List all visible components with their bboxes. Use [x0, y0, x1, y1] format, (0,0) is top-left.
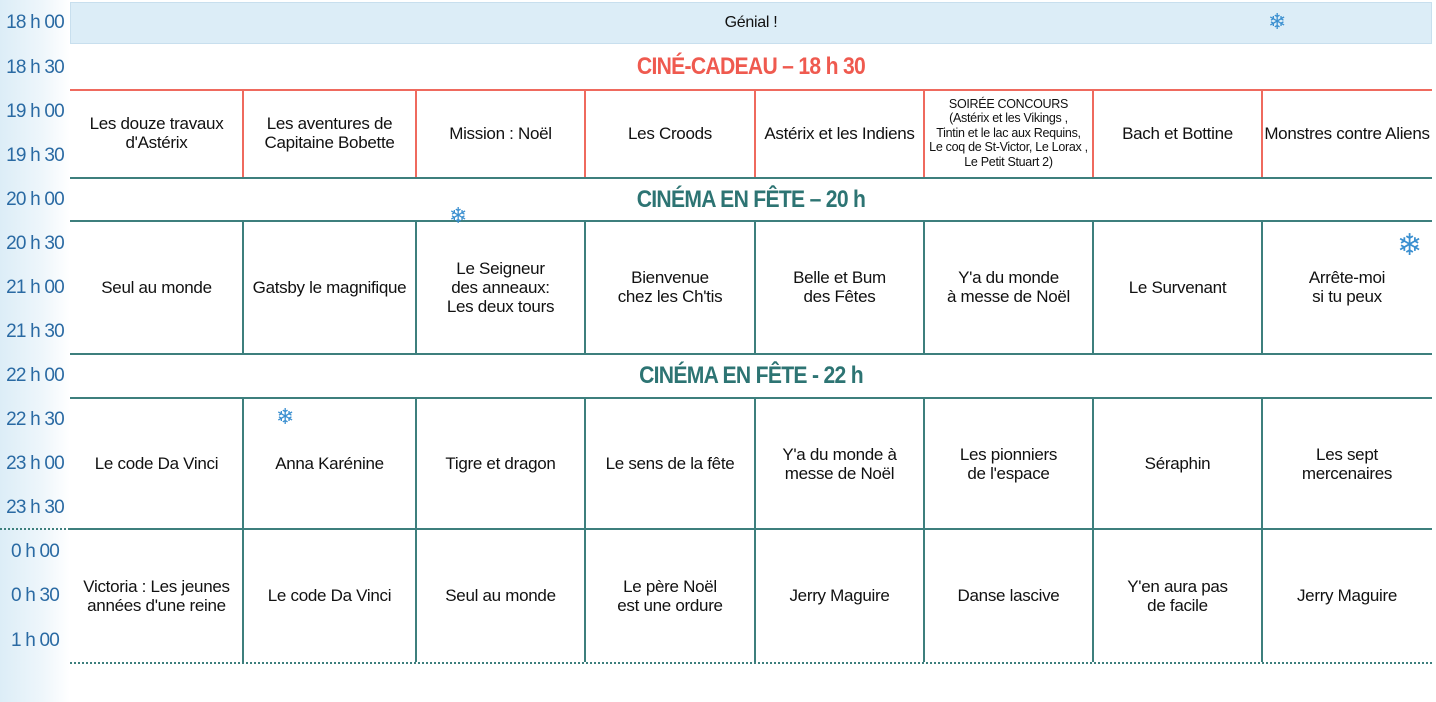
snowflake-icon: ❄ — [449, 203, 468, 228]
divider — [70, 177, 1432, 179]
section-cine-cadeau: CINÉ-CADEAU – 18 h 30 — [636, 53, 866, 80]
column-divider — [415, 397, 417, 662]
column-divider — [754, 397, 756, 662]
column-divider — [242, 89, 244, 177]
time-label: 22 h 30 — [6, 409, 64, 430]
movie-cell: Anna Karénine — [275, 454, 384, 473]
movie-cell: Le Seigneur des anneaux: Les deux tours — [446, 258, 555, 316]
movie-cell: Le sens de la fête — [605, 454, 735, 473]
time-label: 0 h 30 — [10, 585, 60, 606]
column-divider — [1261, 220, 1263, 353]
movie-cell: Le code Da Vinci — [267, 586, 392, 605]
column-divider — [754, 89, 756, 177]
movie-cell: Victoria : Les jeunes années d'une reine — [83, 576, 230, 615]
time-label: 19 h 30 — [6, 145, 64, 166]
movie-cell: Jerry Maguire — [789, 586, 890, 605]
time-label: 23 h 00 — [6, 453, 64, 474]
row-cinema-22h — [70, 398, 1432, 529]
time-label: 21 h 00 — [6, 277, 64, 298]
movie-cell: Tigre et dragon — [445, 454, 556, 473]
movie-cell: Seul au monde — [101, 277, 212, 297]
movie-cell: Les pionniers de l'espace — [959, 444, 1058, 483]
time-label: 19 h 00 — [6, 101, 64, 122]
movie-cell: Mission : Noël — [449, 123, 552, 143]
column-divider — [584, 89, 586, 177]
time-label: 0 h 00 — [10, 541, 60, 562]
time-label: 22 h 00 — [6, 365, 64, 386]
row-cinema-20h — [70, 221, 1432, 353]
column-divider — [923, 89, 925, 177]
time-label: 18 h 00 — [6, 12, 64, 33]
movie-cell: SOIRÉE CONCOURS (Astérix et les Vikings , Tintin et le lac aux Requins, Le coq de St-Victor, Le Lorax , Le Petit Stuart 2) — [929, 96, 1088, 169]
column-divider — [242, 220, 244, 353]
movie-cell: Danse lascive — [957, 586, 1060, 605]
movie-cell: Les aventures de Capitaine Bobette — [264, 114, 395, 152]
movie-cell: Arrête-moi si tu peux — [1308, 268, 1386, 306]
time-label: 1 h 00 — [10, 630, 60, 651]
snowflake-icon: ❄ — [1268, 9, 1287, 34]
movie-cell: Bienvenue chez les Ch'tis — [617, 268, 723, 306]
row-cine-cadeau — [70, 89, 1432, 177]
movie-cell: Les douze travaux d'Astérix — [89, 114, 224, 152]
column-divider — [1261, 89, 1263, 177]
movie-cell: Monstres contre Aliens — [1264, 123, 1430, 143]
column-divider — [415, 89, 417, 177]
divider — [0, 528, 70, 530]
movie-cell: Seul au monde — [445, 586, 556, 605]
movie-cell: Y'a du monde à messe de Noël — [946, 268, 1071, 306]
divider — [70, 397, 1432, 399]
top-band — [70, 2, 1432, 44]
time-label: 18 h 30 — [6, 57, 64, 78]
column-divider — [584, 397, 586, 662]
divider — [70, 528, 1432, 530]
time-label: 21 h 30 — [6, 321, 64, 342]
column-divider — [923, 220, 925, 353]
time-label: 20 h 30 — [6, 233, 64, 254]
top-band-label: Génial ! — [724, 14, 778, 31]
column-divider — [415, 220, 417, 353]
movie-cell: Gatsby le magnifique — [252, 277, 407, 297]
column-divider — [923, 397, 925, 662]
movie-cell: Jerry Maguire — [1296, 586, 1398, 605]
column-divider — [754, 220, 756, 353]
row-late — [70, 529, 1432, 662]
section-cinema-22h: CINÉMA EN FÊTE - 22 h — [639, 362, 863, 389]
time-label: 23 h 30 — [6, 497, 64, 518]
snowflake-icon: ❄ — [1397, 229, 1423, 262]
column-divider — [1261, 397, 1263, 662]
movie-cell: Le père Noël est une ordure — [617, 576, 723, 615]
movie-cell: Belle et Bum des Fêtes — [793, 268, 886, 306]
snowflake-icon: ❄ — [276, 404, 295, 429]
movie-cell: Les sept mercenaires — [1301, 444, 1393, 483]
column-divider — [242, 397, 244, 662]
column-divider — [584, 220, 586, 353]
divider — [70, 662, 1432, 664]
movie-cell: Y'en aura pas de facile — [1127, 576, 1228, 615]
divider — [70, 89, 1432, 91]
movie-cell: Astérix et les Indiens — [764, 123, 915, 143]
section-cinema-20h: CINÉMA EN FÊTE – 20 h — [636, 186, 866, 213]
column-divider — [1092, 89, 1094, 177]
movie-cell: Les Croods — [628, 123, 712, 143]
movie-cell: Le Survenant — [1128, 277, 1227, 297]
column-divider — [1092, 220, 1094, 353]
column-divider — [1092, 397, 1094, 662]
movie-cell: Y'a du monde à messe de Noël — [782, 444, 897, 483]
divider — [70, 353, 1432, 355]
divider — [70, 220, 1432, 222]
movie-cell: Séraphin — [1144, 454, 1211, 473]
movie-cell: Le code Da Vinci — [94, 454, 219, 473]
movie-cell: Bach et Bottine — [1122, 123, 1233, 143]
time-label: 20 h 00 — [6, 189, 64, 210]
